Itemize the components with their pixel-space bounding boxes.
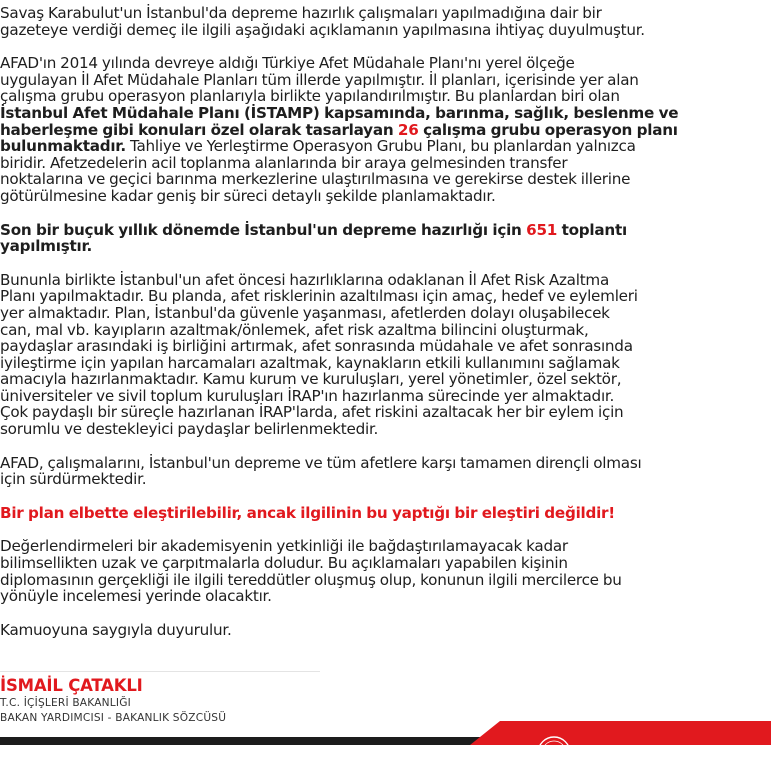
text-line: AFAD'ın 2014 yılında devreye aldığı Türkiye Afet Müdahale Planı'nı yerel ölçeğe: [0, 54, 575, 73]
istamp-highlight-line: [0, 122, 768, 139]
paragraph-afad-plans: [0, 55, 768, 204]
text-line: iyileştirme için yapılan harcamaları azaltmak, kaynakların etkili kullanımını sağlamak: [0, 353, 620, 372]
text-fragment: çalışma grubu operasyon planı: [418, 120, 678, 139]
text-line: uygulayan İl Afet Müdahale Planları tüm illerde yapılmıştır. İl planları, içerisinde yer alan: [0, 70, 639, 89]
text-line: [0, 222, 768, 239]
text-line: AFAD, çalışmalarını, İstanbul'un depreme ve tüm afetlere karşı tamamen dirençli olması: [0, 453, 642, 472]
text-line: noktalarına ve geçici barınma merkezlerine ulaştırılmasına ve gerekirse destek illerine: [0, 170, 631, 189]
text-line: Savaş Karabulut'un İstanbul'da depreme hazırlık çalışmaları yapılmadığına dair bir: [0, 4, 602, 22]
text-fragment: Son bir buçuk yıllık dönemde İstanbul'un depreme hazırlığı için: [0, 220, 527, 239]
text-line: için sürdürmektedir.: [0, 470, 147, 489]
text-line: amacıyla hazırlanmaktadır. Kamu kurum ve kuruluşları, yerel yönetimler, özel sektör,: [0, 370, 622, 389]
divider: [0, 671, 320, 672]
text-line: yapılmıştır.: [0, 237, 93, 256]
footer-red-band: [470, 721, 771, 745]
text-fragment: haberleşme gibi konuları özel olarak tasarlayan: [0, 120, 398, 139]
paragraph-meetings: [0, 222, 768, 255]
text-line: çalışma grubu operasyon planlarıyla birlikte yapılandırılmıştır. Bu planlardan biri olan: [0, 87, 620, 106]
text-line: gazeteye verdiği demeç ile ilgili aşağıdaki açıklamanın yapılmasına ihtiyaç duyulmuştur.: [0, 20, 645, 39]
text-line: Kamuoyuna saygıyla duyurulur.: [0, 620, 232, 639]
text-line: biridir. Afetzedelerin acil toplanma alanlarında bir araya gelmesinden transfer: [0, 153, 568, 172]
text-fragment-bold: bulunmaktadır.: [0, 137, 126, 156]
text-line: can, mal vb. kayıpların azaltmak/önlemek, afet risk azaltma bilincini oluşturmak,: [0, 320, 589, 339]
text-line: Planı yapılmaktadır. Bu planda, afet risklerinin azaltılması için amaç, hedef ve eylemleri: [0, 287, 638, 306]
statement-body: [0, 5, 768, 638]
ministry-emblem-icon: [534, 733, 574, 757]
signatory-name: İSMAİL ÇATAKLI: [0, 676, 143, 695]
text-line: bilimsellikten uzak ve çarpıtmalarla doludur. Bu açıklamaları yapabilen kişinin: [0, 554, 568, 573]
text-fragment: Tahliye ve Yerleştirme Operasyon Grubu Planı, bu planlardan yalnızca: [125, 137, 636, 156]
plan-count-number: 26: [397, 120, 419, 139]
text-line: Değerlendirmeleri bir akademisyenin yetkinliği ile bağdaştırılamayacak kadar: [0, 537, 568, 556]
signatory-organization: T.C. İÇİŞLERİ BAKANLIĞI: [0, 697, 131, 709]
text-line: paydaşlar arasındaki iş birliğini artırmak, afet sonrasında müdahale ve afet sonrasında: [0, 337, 633, 356]
text-line: sorumlu ve destekleyici paydaşlar belirlenmektedir.: [0, 420, 379, 439]
text-line: Çok paydaşlı bir süreçle hazırlanan İRAP'larda, afet riskini azaltacak her bir eylem için: [0, 403, 624, 422]
text-line: üniversiteler ve sivil toplum kuruluşları İRAP'ın hazırlanma sürecinde yer almaktadır.: [0, 386, 615, 405]
istamp-highlight-line: İstanbul Afet Müdahale Planı (İSTAMP) kapsamında, barınma, sağlık, beslenme ve: [0, 103, 679, 122]
paragraph-irap: [0, 272, 768, 438]
paragraph-closing: [0, 622, 768, 639]
text-line: Bununla birlikte İstanbul'un afet öncesi hazırlıklarına odaklanan İl Afet Risk Azaltma: [0, 270, 610, 289]
text-line: diplomasının gerçekliği ile ilgili tereddütler oluşmuş olup, konunun ilgili mercilerce bu: [0, 570, 622, 589]
paragraph-assessment: [0, 538, 768, 604]
signature-block: [0, 676, 226, 726]
text-line: Bir plan elbette eleştirilebilir, ancak ilgilinin bu yaptığı bir eleştiri değildir!: [0, 503, 615, 522]
paragraph-afad-resilience: [0, 455, 768, 488]
paragraph-intro: [0, 5, 768, 38]
criticism-heading: [0, 505, 768, 522]
text-line: [0, 138, 768, 155]
text-fragment: toplantı: [557, 220, 627, 239]
meeting-count-number: 651: [526, 220, 558, 239]
signatory-title: BAKAN YARDIMCISI - BAKANLIK SÖZCÜSÜ: [0, 712, 227, 724]
text-line: götürülmesine kadar geniş bir süreci detaylı şekilde planlamaktadır.: [0, 186, 496, 205]
text-line: yer almaktadır. Plan, İstanbul'da güvenle yaşanması, afetlerden dolayı oluşabilecek: [0, 303, 610, 322]
text-line: yönüyle incelemesi yerinde olacaktır.: [0, 587, 272, 606]
